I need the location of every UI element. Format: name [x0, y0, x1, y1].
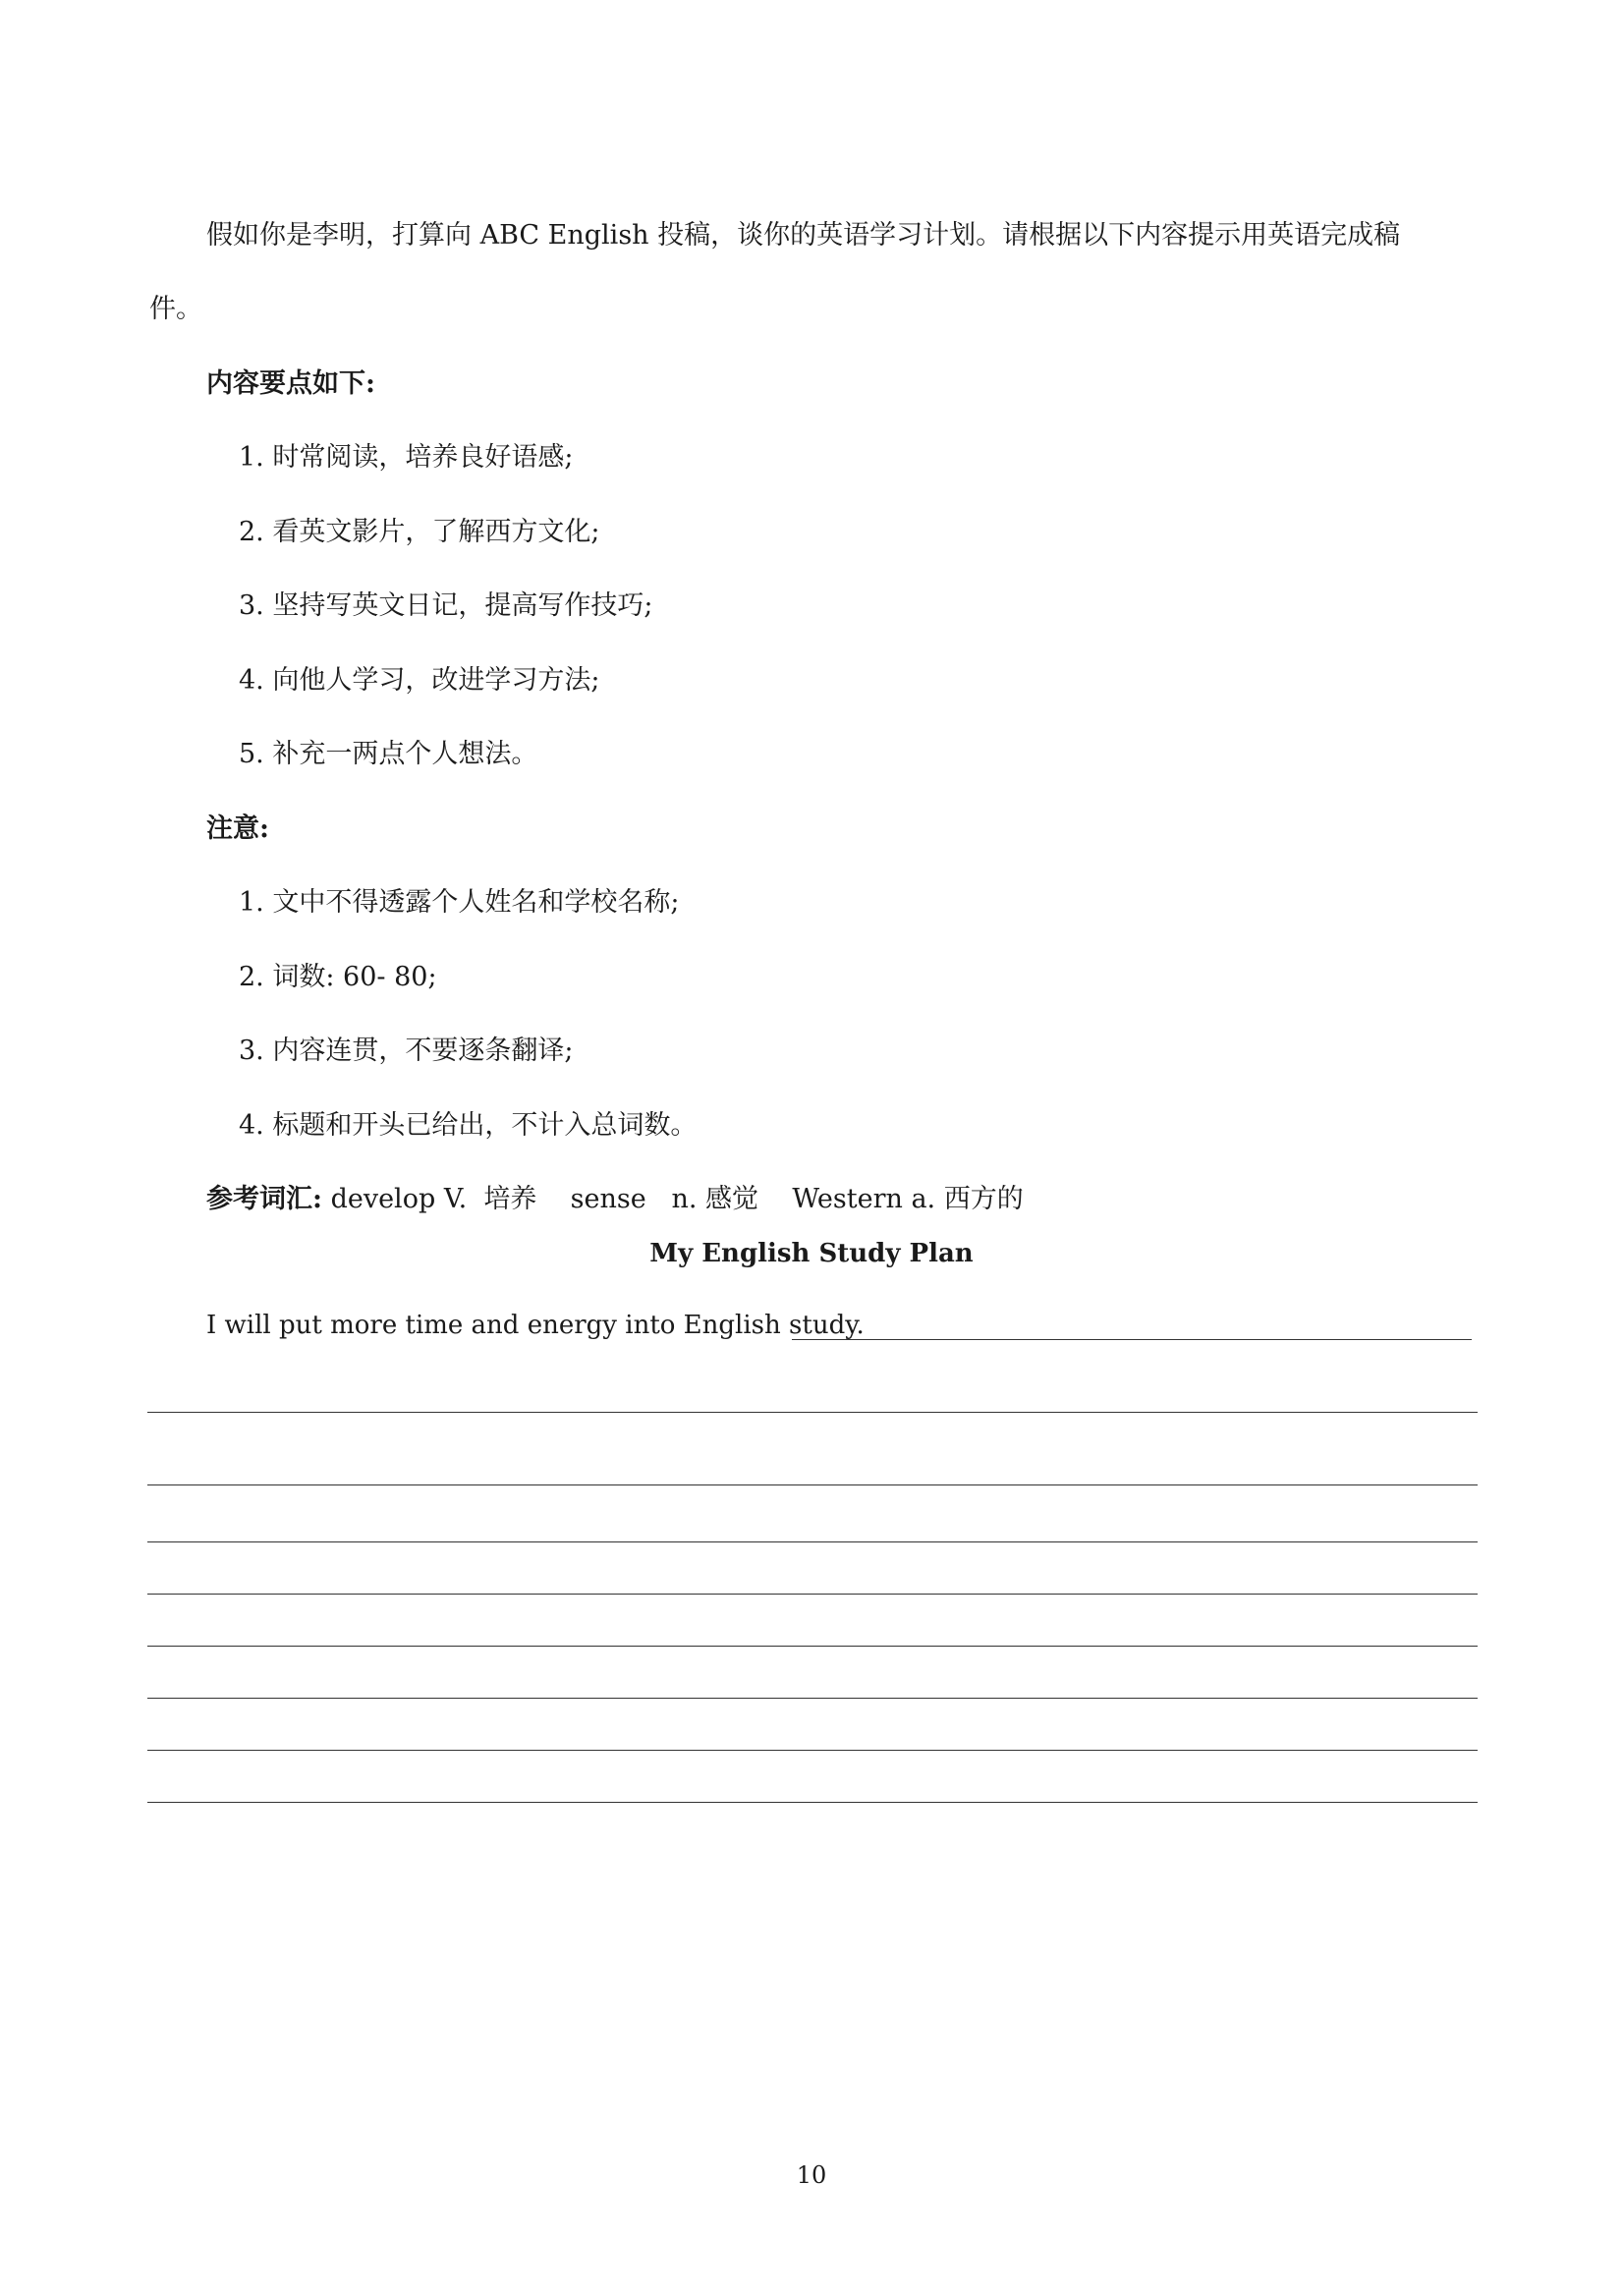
note-item: 1. 文中不得透露个人姓名和学校名称;	[239, 887, 680, 918]
vocab-label: 参考词汇:	[206, 1184, 322, 1214]
page-number: 10	[796, 2161, 827, 2189]
points-heading: 内容要点如下:	[206, 368, 375, 399]
point-item: 2. 看英文影片，了解西方文化;	[239, 517, 600, 547]
vocab-entries: develop V. 培养 sense n. 感觉 Western a. 西方的	[330, 1184, 1024, 1214]
point-item: 3. 坚持写英文日记，提高写作技巧;	[239, 590, 653, 621]
note-item: 3. 内容连贯，不要逐条翻译;	[239, 1036, 574, 1066]
writing-line	[147, 1646, 1478, 1647]
vocab-line	[206, 1182, 1024, 1217]
writing-line	[147, 1484, 1478, 1485]
note-item: 4. 标题和开头已给出，不计入总词数。	[239, 1110, 698, 1141]
writing-line	[147, 1594, 1478, 1595]
intro-line-2: 件。	[149, 294, 202, 324]
writing-line	[147, 1412, 1478, 1413]
writing-line	[147, 1802, 1478, 1803]
intro-line-1: 假如你是李明，打算向 ABC English 投稿，谈你的英语学习计划。请根据以下内容提示用英语完成稿	[206, 220, 1401, 251]
point-item: 1. 时常阅读，培养良好语感;	[239, 442, 574, 473]
essay-title: My English Study Plan	[649, 1239, 974, 1268]
note-item: 2. 词数: 60- 80;	[239, 962, 437, 992]
point-item: 5. 补充一两点个人想法。	[239, 739, 538, 769]
writing-line	[792, 1339, 1472, 1340]
essay-opening: I will put more time and energy into English study.	[206, 1311, 865, 1340]
writing-line	[147, 1698, 1478, 1699]
point-item: 4. 向他人学习，改进学习方法;	[239, 665, 600, 696]
writing-line	[147, 1750, 1478, 1751]
writing-line	[147, 1541, 1478, 1542]
notes-heading: 注意:	[206, 813, 269, 844]
